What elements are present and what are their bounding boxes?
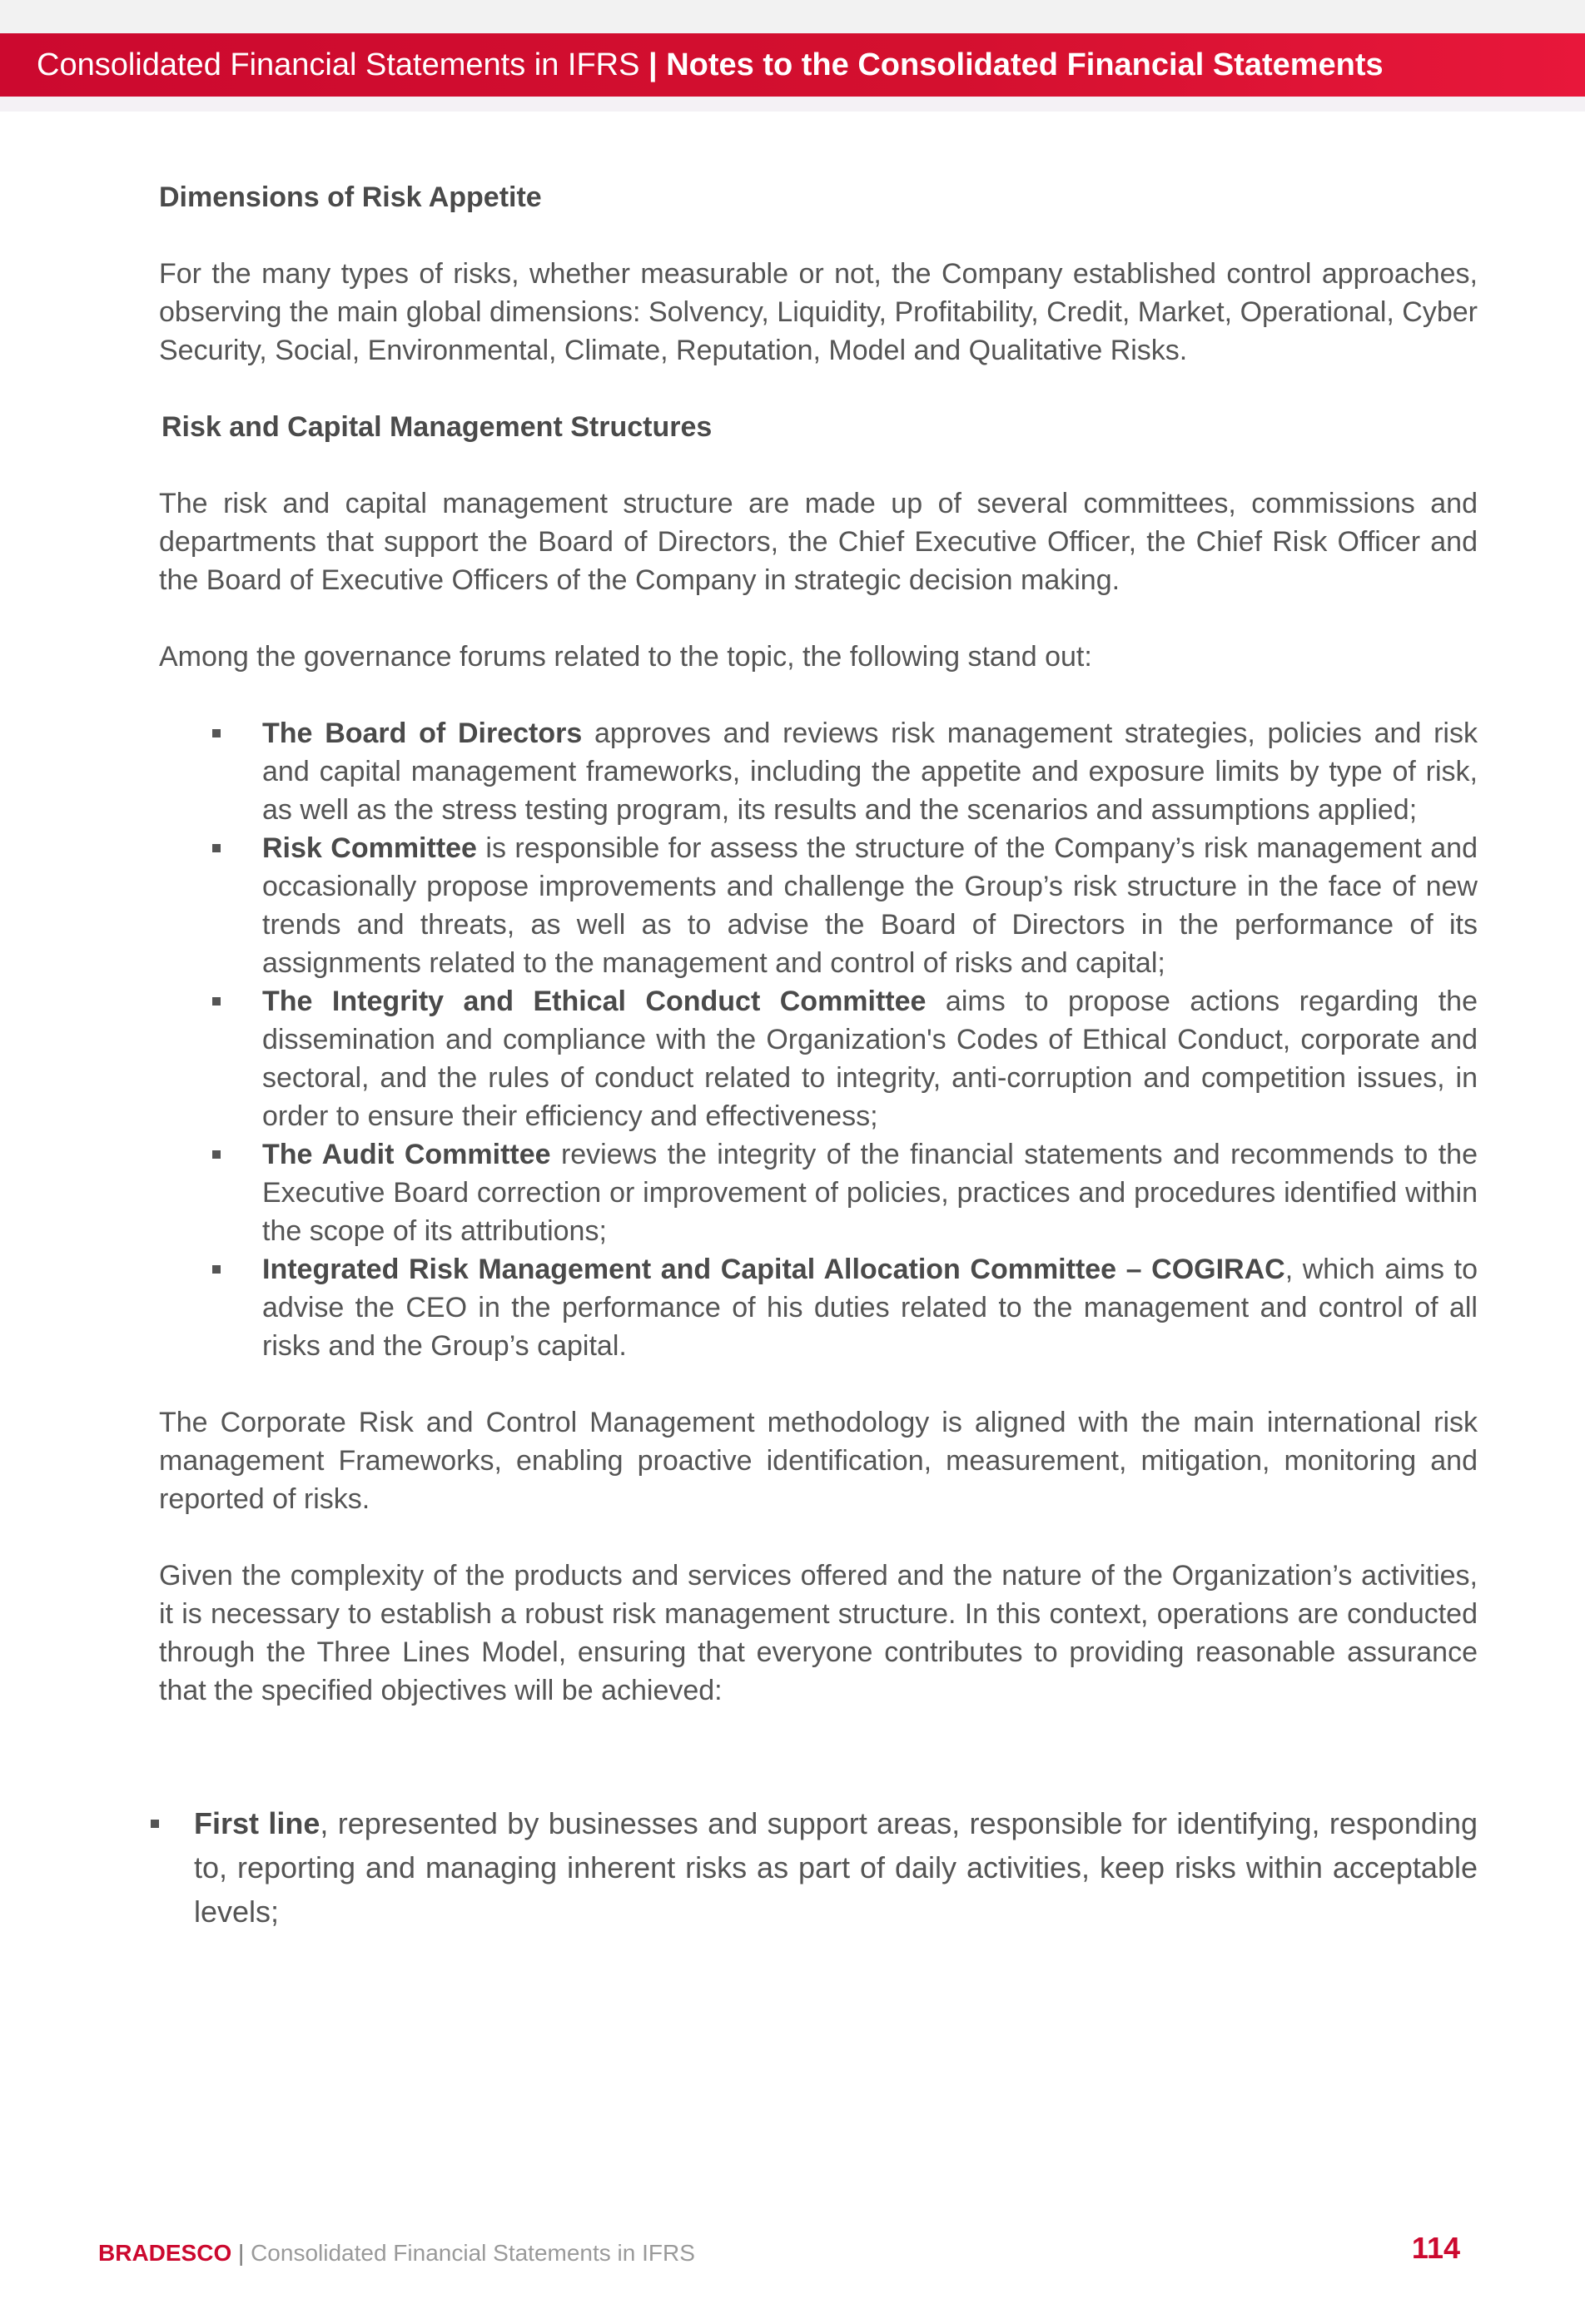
list-item	[159, 829, 1478, 982]
list-item-text: , represented by businesses and support areas, responsible for identifying, responding to, reporting and managing inherent risks as part of daily activities, keep risks within acceptable levels;	[194, 1806, 1478, 1929]
list-item-term: The Audit Committee	[262, 1139, 551, 1170]
list-item	[151, 1801, 1478, 1934]
governance-forum-list	[159, 714, 1478, 1365]
header-section: Consolidated Financial Statements in IFRS	[37, 47, 640, 82]
header-title: Notes to the Consolidated Financial Statements	[666, 47, 1384, 82]
heading-risk-appetite: Dimensions of Risk Appetite	[159, 181, 542, 213]
three-lines-list	[151, 1801, 1478, 1934]
paragraph-structure: The risk and capital management structure are made up of several committees, commissions and departments that support the Board of Directors, the Chief Executive Officer, the Chief Risk Officer and the Board of Executive Officers of the Company in strategic decision making.	[159, 488, 1478, 596]
list-item-term: Risk Committee	[262, 832, 477, 864]
list-item	[159, 982, 1478, 1135]
page-footer	[98, 2237, 1463, 2270]
header-shadow	[0, 97, 1585, 112]
paragraph-three-lines: Given the complexity of the products and services offered and the nature of the Organization’s activities, it is necessary to establish a robust risk management structure. In this context, operations are conducted through the Three Lines Model, ensuring that everyone contributes to providing reasonable assurance that the specified objectives will be achieved:	[159, 1560, 1478, 1706]
list-item-term: Integrated Risk Management and Capital Allocation Committee – COGIRAC	[262, 1254, 1285, 1285]
bullet-square-icon	[151, 1820, 159, 1828]
list-item-term: First line	[194, 1806, 320, 1840]
list-item-text: aims to propose actions regarding the dissemination and compliance with the Organization's Codes of Ethical Conduct, corporate and sectoral, and the rules of conduct related to integrity, anti-corruption and competition issues, in order to ensure their efficiency and effectiveness;	[262, 986, 1478, 1132]
header-separator: |	[639, 47, 667, 82]
list-item-text: , which aims to advise the CEO in the performance of his duties related to the management and control of all risks and the Group’s capital.	[262, 1254, 1478, 1362]
footer-separator: |	[231, 2240, 251, 2266]
list-item-text: reviews the integrity of the financial statements and recommends to the Executive Board correction or improvement of policies, practices and procedures identified within the scope of its attributions;	[262, 1139, 1478, 1247]
bullet-square-icon	[212, 844, 221, 852]
bullet-square-icon	[212, 729, 221, 737]
bullet-square-icon	[212, 1150, 221, 1159]
main-content	[159, 178, 1478, 1934]
paragraph-governance-intro: Among the governance forums related to the topic, the following stand out:	[159, 641, 1092, 673]
footer-brand: BRADESCO	[98, 2240, 232, 2266]
paragraph-risk-dimensions: For the many types of risks, whether measurable or not, the Company established control approaches, observing the main global dimensions: Solvency, Liquidity, Profitability, Credit, Market, Operational, Cyber Security, Social, Environmental, Climate, Reputation, Model and Qualitative Risks.	[159, 258, 1478, 366]
list-item	[159, 1250, 1478, 1365]
list-item	[159, 714, 1478, 829]
paragraph-methodology: The Corporate Risk and Control Management methodology is aligned with the main international risk management Frameworks, enabling proactive identification, measurement, mitigation, monitoring and reported of risks.	[159, 1407, 1478, 1515]
list-item-term: The Board of Directors	[262, 718, 583, 749]
list-item-term: The Integrity and Ethical Conduct Committee	[262, 986, 927, 1017]
list-item-text: is responsible for assess the structure of the Company’s risk management and occasionally propose improvements and challenge the Group’s risk structure in the face of new trends and threats, as well as to advise the Board of Directors in the performance of its assignments related to the management and control of risks and capital;	[262, 832, 1478, 979]
heading-risk-structures: Risk and Capital Management Structures	[161, 411, 713, 443]
page-header	[0, 33, 1585, 97]
list-item-text: approves and reviews risk management strategies, policies and risk and capital management frameworks, including the appetite and exposure limits by type of risk, as well as the stress testing program, its results and the scenarios and assumptions applied;	[262, 718, 1478, 826]
list-item	[159, 1135, 1478, 1250]
bullet-square-icon	[212, 997, 221, 1006]
top-strip	[0, 0, 1585, 33]
bullet-square-icon	[212, 1265, 221, 1274]
page-number: 114	[1411, 2231, 1460, 2265]
footer-text: Consolidated Financial Statements in IFRS	[251, 2240, 695, 2266]
